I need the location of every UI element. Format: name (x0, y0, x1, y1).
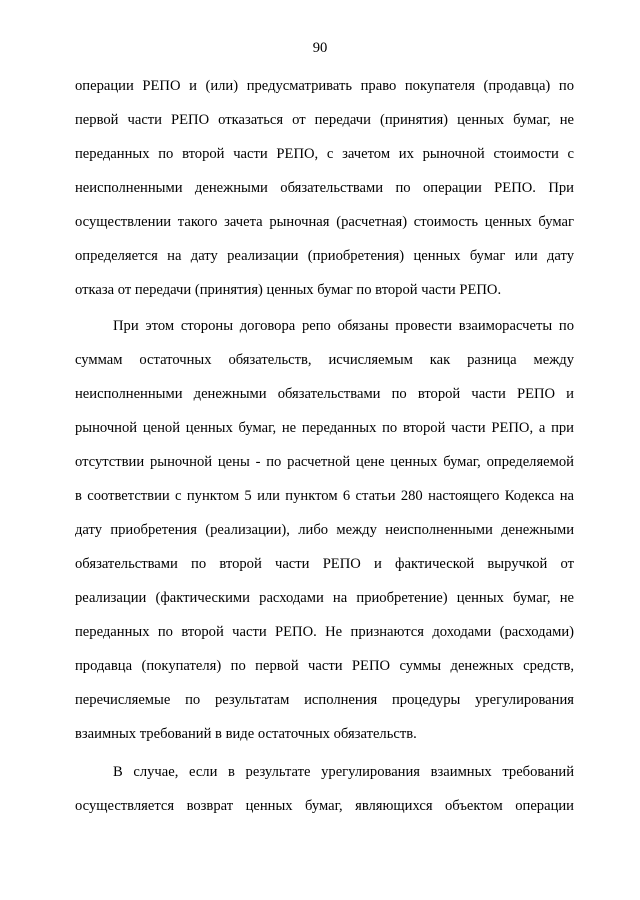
text-line: продавца (покупателя) по первой части РЕПО суммы денежных средств, (75, 658, 574, 674)
text-line: определяется на дату реализации (приобретения) ценных бумаг или дату (75, 248, 574, 264)
text-line: обязательствами по второй части РЕПО и фактической выручкой от (75, 556, 574, 572)
text-line: неисполненными денежными обязательствами по операции РЕПО. При (75, 180, 574, 196)
text-line: отсутствии рыночной цены - по расчетной цене ценных бумаг, определяемой (75, 454, 574, 470)
text-line: В случае, если в результате урегулирования взаимных требований (113, 764, 574, 780)
text-line: неисполненными денежными обязательствами по второй части РЕПО и (75, 386, 574, 402)
text-line: рыночной ценой ценных бумаг, не переданных по второй части РЕПО, а при (75, 420, 574, 436)
text-line: переданных по второй части РЕПО, с зачетом их рыночной стоимости с (75, 146, 574, 162)
text-line: осуществлении такого зачета рыночная (расчетная) стоимость ценных бумаг (75, 214, 574, 230)
text-line: операции РЕПО и (или) предусматривать право покупателя (продавца) по (75, 78, 574, 94)
text-line: осуществляется возврат ценных бумаг, являющихся объектом операции (75, 798, 574, 814)
text-line: суммам остаточных обязательств, исчисляемым как разница между (75, 352, 574, 368)
text-line: перечисляемые по результатам исполнения процедуры урегулирования (75, 692, 574, 708)
text-line: в соответствии с пунктом 5 или пунктом 6 статьи 280 настоящего Кодекса на (75, 488, 574, 504)
text-line: взаимных требований в виде остаточных обязательств. (75, 726, 417, 742)
page-number: 90 (312, 40, 328, 56)
text-line: реализации (фактическими расходами на приобретение) ценных бумаг, не (75, 590, 574, 606)
text-line: дату приобретения (реализации), либо между неисполненными денежными (75, 522, 574, 538)
text-line: отказа от передачи (принятия) ценных бумаг по второй части РЕПО. (75, 282, 502, 298)
text-line: При этом стороны договора репо обязаны провести взаиморасчеты по (113, 318, 574, 334)
text-line: первой части РЕПО отказаться от передачи (принятия) ценных бумаг, не (75, 112, 574, 128)
text-line: переданных по второй части РЕПО. Не признаются доходами (расходами) (75, 624, 574, 640)
